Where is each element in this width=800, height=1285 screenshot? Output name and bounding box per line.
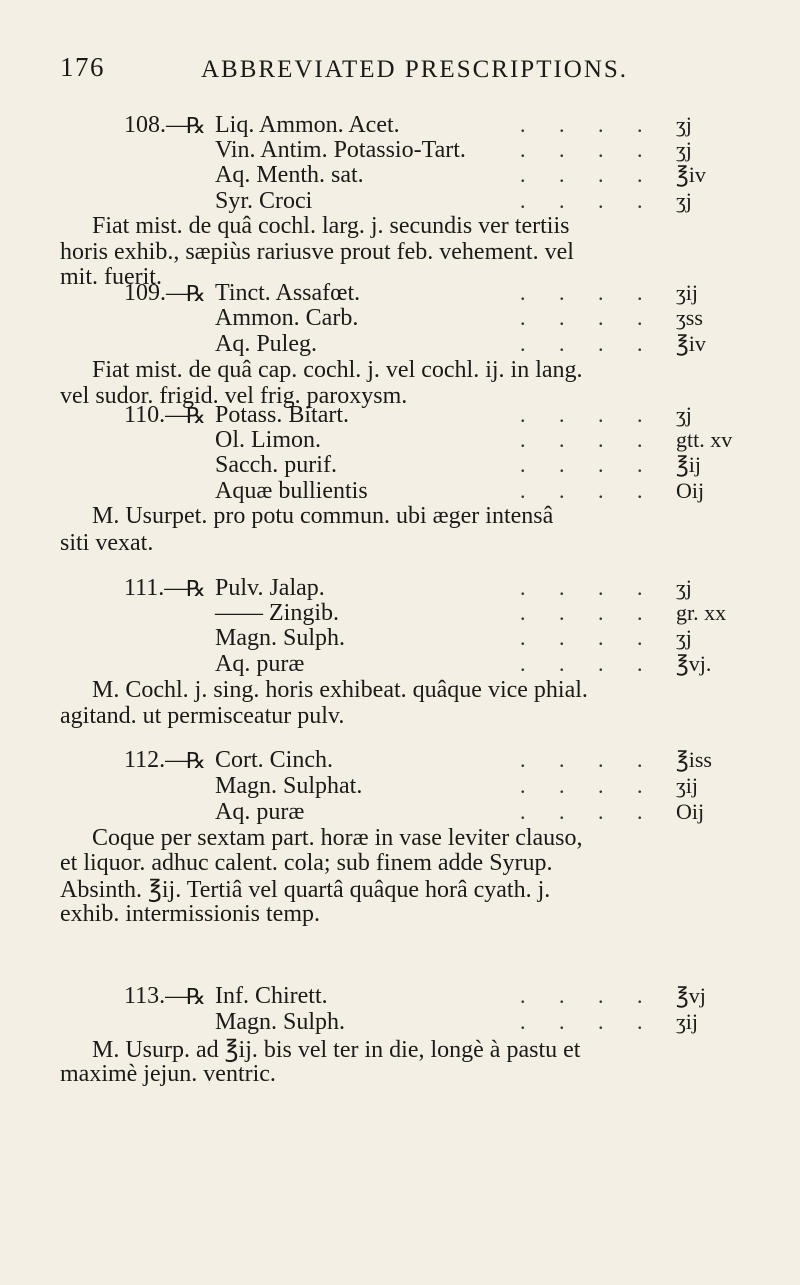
ingredient-quantity: ʒj [676,188,692,213]
prescription-number: 110.— [124,402,190,428]
leader-dots: . . . . [520,1009,657,1034]
ingredient-name: Syr. Croci [215,188,313,214]
ingredient-quantity: ℥iss [676,747,712,772]
directions-line: Fiat mist. de quâ cap. cochl. j. vel cochl. ij. in lang. [92,357,583,383]
directions-line: horis exhib., sæpiùs rariusve prout feb. vehement. vel [60,239,574,265]
ingredient-quantity: ʒj [676,625,692,650]
ingredient-name: Tinct. Assafœt. [215,280,361,306]
recipe-symbol: ℞ [186,282,206,307]
ingredient-quantity: Oij [676,478,705,503]
directions-line: M. Usurp. ad ℥ij. bis vel ter in die, longè à pastu et [92,1037,581,1063]
ingredient-quantity: ʒss [676,305,703,330]
leader-dots: . . . . [520,478,657,503]
recipe-symbol: ℞ [186,577,206,602]
directions-line: siti vexat. [60,530,154,556]
ingredient-name: Sacch. purif. [215,452,337,478]
ingredient-quantity: ℥vj [676,983,706,1008]
ingredient-quantity: ʒj [676,112,692,137]
recipe-symbol: ℞ [186,404,206,429]
directions-line: maximè jejun. ventric. [60,1061,276,1087]
directions-line: Coque per sextam part. horæ in vase leviter clauso, [92,825,583,851]
directions-line: et liquor. adhuc calent. cola; sub finem adde Syrup. [60,850,553,876]
ingredient-quantity: ℥iv [676,331,706,356]
ingredient-quantity: ʒij [676,1009,698,1034]
directions-line: M. Usurpet. pro potu commun. ubi æger intensâ [92,503,554,529]
ingredient-name: Cort. Cinch. [215,747,333,773]
ingredient-quantity: ℥iv [676,162,706,187]
recipe-symbol: ℞ [186,749,206,774]
ingredient-name: Aq. puræ [215,799,305,825]
ingredient-name: —— Zingib. [215,600,339,626]
leader-dots: . . . . [520,162,657,187]
ingredient-name: Aq. Menth. sat. [215,162,364,188]
ingredient-name: Potass. Bitart. [215,402,350,428]
leader-dots: . . . . [520,137,657,162]
leader-dots: . . . . [520,305,657,330]
directions-line: Fiat mist. de quâ cochl. larg. j. secundis ver tertiis [92,213,570,239]
recipe-symbol: ℞ [186,114,206,139]
leader-dots: . . . . [520,625,657,650]
ingredient-name: Ammon. Carb. [215,305,359,331]
page-number: 176 [60,52,105,82]
directions-line: vel sudor. frigid. vel frig. paroxysm. [60,383,408,409]
leader-dots: . . . . [520,799,657,824]
ingredient-name: Ol. Limon. [215,427,321,453]
ingredient-name: Liq. Ammon. Acet. [215,112,400,138]
ingredient-name: Vin. Antim. Potassio-Tart. [215,137,466,163]
prescription-number: 113.— [124,983,190,1009]
ingredient-name: Pulv. Jalap. [215,575,325,601]
leader-dots: . . . . [520,331,657,356]
leader-dots: . . . . [520,402,657,427]
running-title: ABBREVIATED PRESCRIPTIONS. [201,56,629,83]
leader-dots: . . . . [520,112,657,137]
ingredient-name: Aquæ bullientis [215,478,368,504]
prescription-number: 111.— [124,575,189,601]
leader-dots: . . . . [520,600,657,625]
ingredient-quantity: ℥ij [676,452,701,477]
directions-line: mit. fuerit. [60,264,162,290]
leader-dots: . . . . [520,983,657,1008]
ingredient-quantity: ʒij [676,773,698,798]
ingredient-name: Aq. Puleg. [215,331,317,357]
ingredient-quantity: ʒij [676,280,698,305]
leader-dots: . . . . [520,452,657,477]
ingredient-quantity: ʒj [676,402,692,427]
ingredient-quantity: gtt. xv [676,427,733,452]
directions-line: agitand. ut permisceatur pulv. [60,703,345,729]
leader-dots: . . . . [520,773,657,798]
leader-dots: . . . . [520,188,657,213]
directions-line: M. Cochl. j. sing. horis exhibeat. quâque vice phial. [92,677,588,703]
directions-line: Absinth. ℥ij. Tertiâ vel quartâ quâque horâ cyath. j. [60,877,551,903]
leader-dots: . . . . [520,747,657,772]
ingredient-name: Magn. Sulphat. [215,773,363,799]
leader-dots: . . . . [520,427,657,452]
ingredient-quantity: ʒj [676,137,692,162]
leader-dots: . . . . [520,651,657,676]
ingredient-name: Aq. puræ [215,651,305,677]
directions-line: exhib. intermissionis temp. [60,901,320,927]
ingredient-name: Inf. Chirett. [215,983,328,1009]
prescription-number: 109.— [124,280,190,306]
ingredient-quantity: gr. xx [676,600,727,625]
ingredient-quantity: ℥vj. [676,651,712,676]
ingredient-quantity: ʒj [676,575,692,600]
prescription-number: 108.— [124,112,190,138]
ingredient-quantity: Oij [676,799,705,824]
recipe-symbol: ℞ [186,985,206,1010]
leader-dots: . . . . [520,575,657,600]
ingredient-name: Magn. Sulph. [215,1009,346,1035]
prescription-number: 112.— [124,747,190,773]
leader-dots: . . . . [520,280,657,305]
ingredient-name: Magn. Sulph. [215,625,346,651]
